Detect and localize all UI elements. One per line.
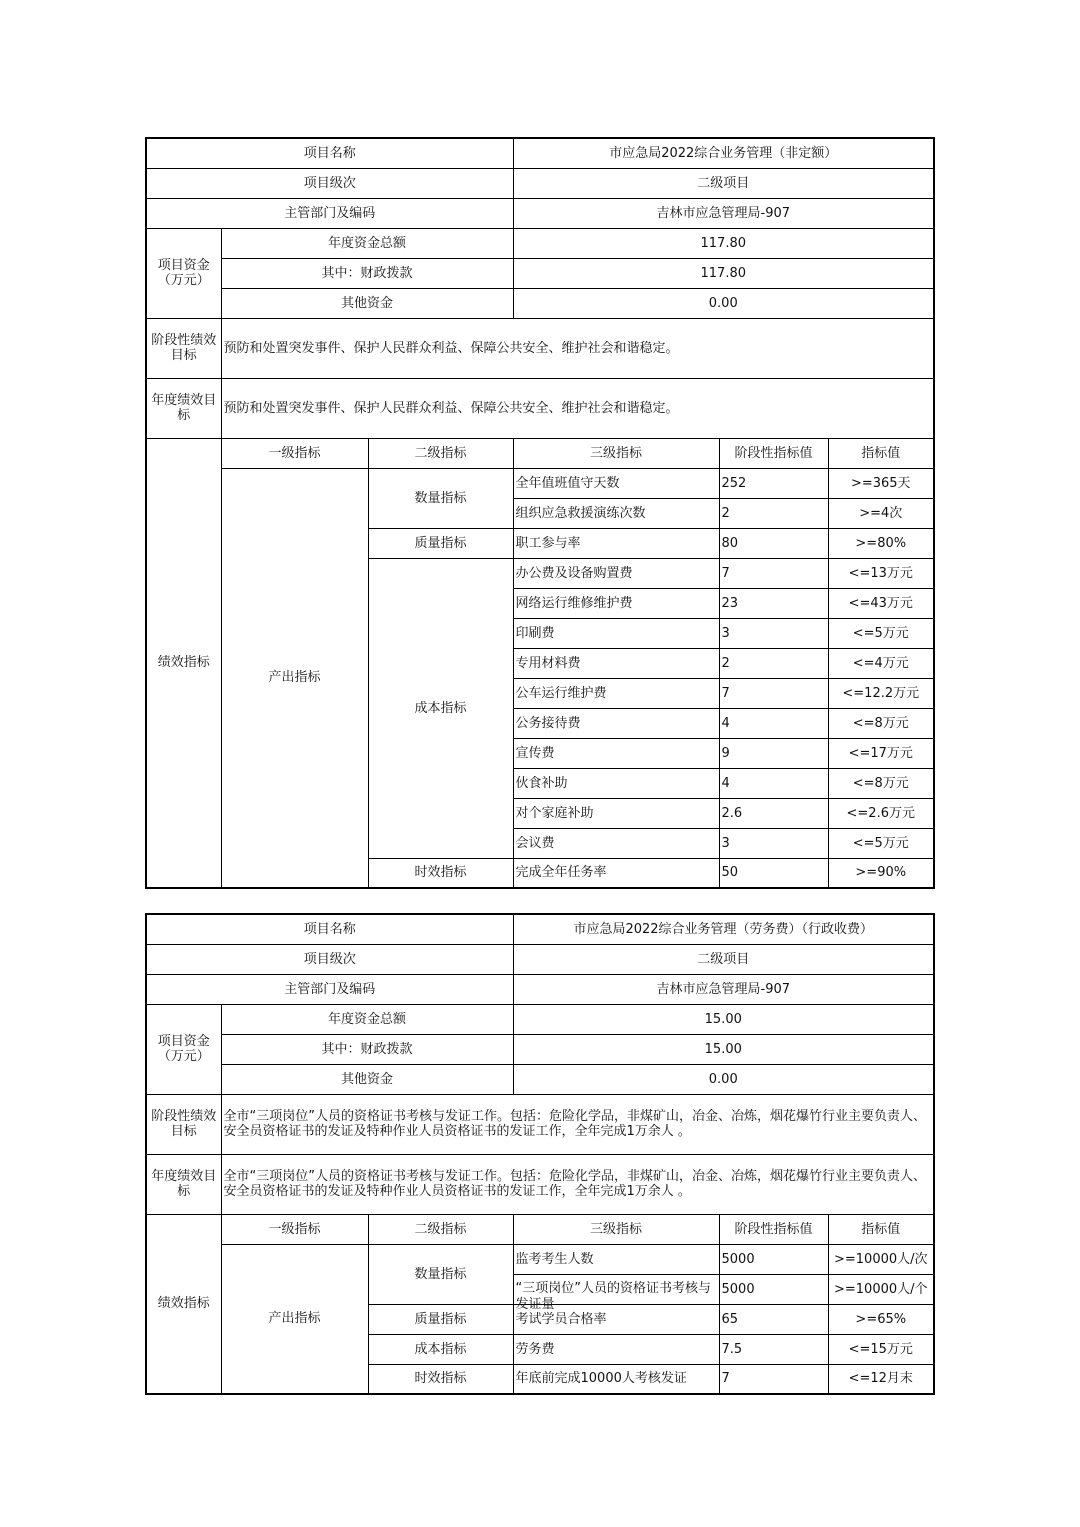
label-other: 其他资金: [221, 288, 513, 318]
l2-indicator: 数量指标: [368, 1244, 513, 1304]
stage-value: 2: [719, 498, 828, 528]
annual-goal-text: 全市“三项岗位”人员的资格证书考核与发证工作。包括：危险化学品，非煤矿山，冶金、冶炼，烟花爆竹行业主要负责人、安全员资格证书的发证及特种作业人员资格证书的发证工作，全年完成1万余人 。: [221, 1154, 934, 1214]
l2-indicator: 时效指标: [368, 858, 513, 888]
l3-indicator: 劳务费: [513, 1334, 719, 1364]
stage-value: 4: [719, 768, 828, 798]
target-value: >=10000人/次: [828, 1244, 934, 1274]
target-value: >=365天: [828, 468, 934, 498]
header-l2: 二级指标: [368, 438, 513, 468]
label-fiscal: 其中：财政拨款: [221, 1034, 513, 1064]
fiscal-value: 117.80: [513, 258, 934, 288]
other-value: 0.00: [513, 288, 934, 318]
project-level-value: 二级项目: [513, 168, 934, 198]
header-l2: 二级指标: [368, 1214, 513, 1244]
stage-goal-text: 全市“三项岗位”人员的资格证书考核与发证工作。包括：危险化学品，非煤矿山，冶金、冶炼，烟花爆竹行业主要负责人、安全员资格证书的发证及特种作业人员资格证书的发证工作，全年完成1万余人 。: [221, 1094, 934, 1154]
l3-indicator: 考试学员合格率: [513, 1304, 719, 1334]
stage-value: 65: [719, 1304, 828, 1334]
target-value: <=15万元: [828, 1334, 934, 1364]
performance-table-2: [145, 913, 935, 1395]
stage-value: 4: [719, 708, 828, 738]
l3-indicator: 公车运行维护费: [513, 678, 719, 708]
project-level-value: 二级项目: [513, 944, 934, 974]
target-value: <=43万元: [828, 588, 934, 618]
label-annual-goal: 年度绩效目标: [146, 378, 221, 438]
header-stage: 阶段性指标值: [719, 438, 828, 468]
label-project-name: 项目名称: [146, 138, 513, 168]
l3-indicator: 完成全年任务率: [513, 858, 719, 888]
label-other: 其他资金: [221, 1064, 513, 1094]
l3-indicator: 对个家庭补助: [513, 798, 719, 828]
label-annual-total: 年度资金总额: [221, 228, 513, 258]
l2-indicator: 质量指标: [368, 528, 513, 558]
l3-indicator: 职工参与率: [513, 528, 719, 558]
stage-value: 7: [719, 678, 828, 708]
stage-value: 5000: [719, 1274, 828, 1304]
l3-indicator: 会议费: [513, 828, 719, 858]
fiscal-value: 15.00: [513, 1034, 934, 1064]
l3-indicator: 组织应急救援演练次数: [513, 498, 719, 528]
target-value: <=5万元: [828, 828, 934, 858]
stage-value: 7.5: [719, 1334, 828, 1364]
annual-total-value: 117.80: [513, 228, 934, 258]
header-value: 指标值: [828, 438, 934, 468]
target-value: <=8万元: [828, 768, 934, 798]
header-l1: 一级指标: [221, 1214, 368, 1244]
stage-value: 3: [719, 828, 828, 858]
stage-value: 5000: [719, 1244, 828, 1274]
target-value: <=8万元: [828, 708, 934, 738]
stage-value: 7: [719, 1364, 828, 1394]
stage-value: 50: [719, 858, 828, 888]
stage-value: 252: [719, 468, 828, 498]
target-value: >=65%: [828, 1304, 934, 1334]
target-value: >=4次: [828, 498, 934, 528]
label-funds: 项目资金（万元）: [146, 1004, 221, 1094]
l3-indicator-text: “三项岗位”人员的资格证书考核与发证量: [515, 1280, 711, 1312]
stage-value: 9: [719, 738, 828, 768]
project-name-value: 市应急局2022综合业务管理（非定额）: [513, 138, 934, 168]
label-project-name: 项目名称: [146, 914, 513, 944]
header-value: 指标值: [828, 1214, 934, 1244]
l3-indicator: 专用材料费: [513, 648, 719, 678]
label-fiscal: 其中：财政拨款: [221, 258, 513, 288]
label-funds: 项目资金（万元）: [146, 228, 221, 318]
label-annual-goal: 年度绩效目标: [146, 1154, 221, 1214]
table-row: [146, 1244, 934, 1274]
stage-value: 2.6: [719, 798, 828, 828]
target-value: <=12.2万元: [828, 678, 934, 708]
l3-indicator: 公务接待费: [513, 708, 719, 738]
l1-indicator: 产出指标: [221, 468, 368, 888]
l3-indicator: [513, 1274, 719, 1312]
project-name-value: 市应急局2022综合业务管理（劳务费）（行政收费）: [513, 914, 934, 944]
header-l3: 三级指标: [513, 438, 719, 468]
label-department: 主管部门及编码: [146, 198, 513, 228]
label-perf-indicator: 绩效指标: [146, 438, 221, 888]
l3-indicator: 网络运行维修维护费: [513, 588, 719, 618]
header-l3: 三级指标: [513, 1214, 719, 1244]
stage-value: 3: [719, 618, 828, 648]
department-value: 吉林市应急管理局-907: [513, 974, 934, 1004]
l2-indicator: 成本指标: [368, 558, 513, 858]
l3-indicator: 印刷费: [513, 618, 719, 648]
target-value: <=12月末: [828, 1364, 934, 1394]
stage-value: 23: [719, 588, 828, 618]
label-stage-goal: 阶段性绩效目标: [146, 1094, 221, 1154]
other-value: 0.00: [513, 1064, 934, 1094]
stage-value: 80: [719, 528, 828, 558]
l3-indicator: 伙食补助: [513, 768, 719, 798]
annual-goal-text: 预防和处置突发事件、保护人民群众利益、保障公共安全、维护社会和谐稳定。: [221, 378, 934, 438]
l2-indicator: 数量指标: [368, 468, 513, 528]
header-l1: 一级指标: [221, 438, 368, 468]
l3-indicator: 监考考生人数: [513, 1244, 719, 1274]
label-stage-goal: 阶段性绩效目标: [146, 318, 221, 378]
target-value: >=10000人/个: [828, 1274, 934, 1304]
target-value: <=2.6万元: [828, 798, 934, 828]
stage-goal-text: 预防和处置突发事件、保护人民群众利益、保障公共安全、维护社会和谐稳定。: [221, 318, 934, 378]
l3-indicator: 办公费及设备购置费: [513, 558, 719, 588]
table-row: [146, 468, 934, 498]
l2-indicator: 质量指标: [368, 1304, 513, 1334]
label-annual-total: 年度资金总额: [221, 1004, 513, 1034]
target-value: >=80%: [828, 528, 934, 558]
label-project-level: 项目级次: [146, 944, 513, 974]
annual-total-value: 15.00: [513, 1004, 934, 1034]
l2-indicator: 时效指标: [368, 1364, 513, 1394]
target-value: <=17万元: [828, 738, 934, 768]
department-value: 吉林市应急管理局-907: [513, 198, 934, 228]
l2-indicator: 成本指标: [368, 1334, 513, 1364]
l3-indicator: 年底前完成10000人考核发证: [513, 1364, 719, 1394]
target-value: <=13万元: [828, 558, 934, 588]
target-value: >=90%: [828, 858, 934, 888]
performance-table-1: [145, 137, 935, 889]
l1-indicator: 产出指标: [221, 1244, 368, 1394]
label-department: 主管部门及编码: [146, 974, 513, 1004]
target-value: <=4万元: [828, 648, 934, 678]
l3-indicator: 全年值班值守天数: [513, 468, 719, 498]
l3-indicator: 宣传费: [513, 738, 719, 768]
target-value: <=5万元: [828, 618, 934, 648]
stage-value: 2: [719, 648, 828, 678]
header-stage: 阶段性指标值: [719, 1214, 828, 1244]
label-perf-indicator: 绩效指标: [146, 1214, 221, 1394]
stage-value: 7: [719, 558, 828, 588]
label-project-level: 项目级次: [146, 168, 513, 198]
